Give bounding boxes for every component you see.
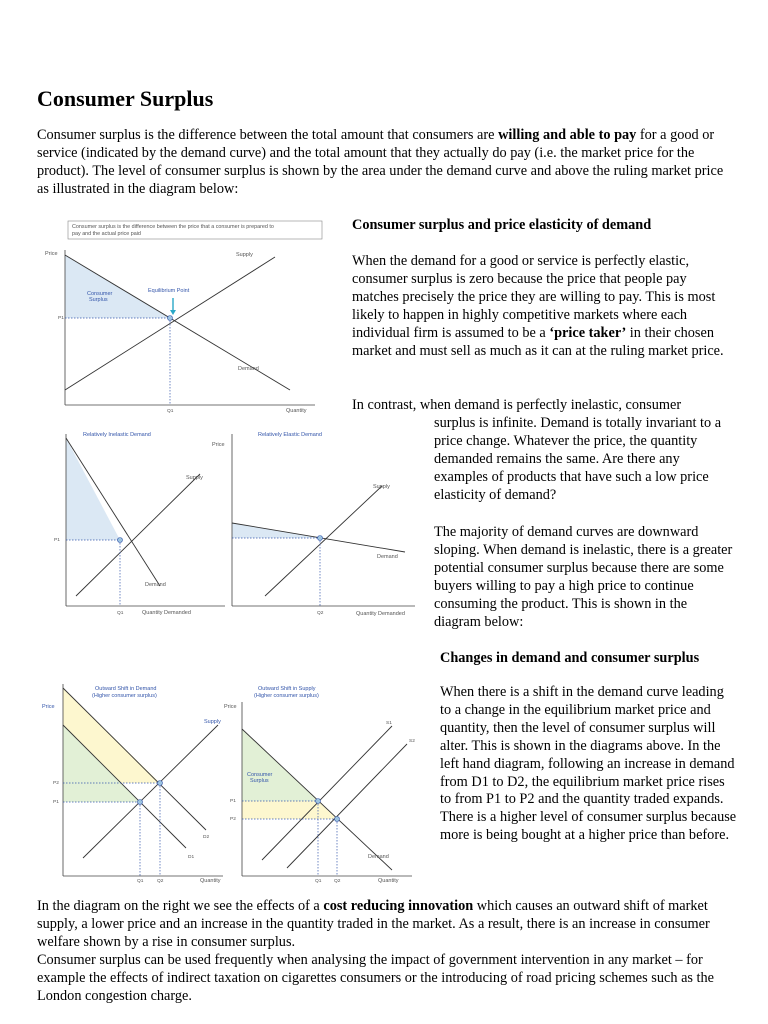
caption-line1: Consumer surplus is the difference between the price that a consumer is prepared to <box>72 224 274 230</box>
consumer-surplus-area <box>66 438 120 540</box>
d2-label: D2 <box>203 835 210 840</box>
equilibrium-point <box>168 316 173 321</box>
price-taker-term: ‘price taker’ <box>549 324 627 341</box>
p1-label: P1 <box>54 538 60 543</box>
intro-emphasis: willing and able to pay <box>498 127 637 143</box>
caption-line2: pay and the actual price paid <box>72 231 141 237</box>
equilibrium-arrow-head <box>170 310 176 315</box>
inelastic-demand-diagram <box>50 426 230 621</box>
page-title: Consumer Surplus <box>37 86 214 111</box>
section1-paragraph1 <box>352 253 734 360</box>
p1-label: P1 <box>53 800 59 805</box>
q1-label: Q1 <box>167 409 174 414</box>
s1-label: S1 <box>386 721 392 726</box>
consumer-surplus-diagram <box>40 215 340 415</box>
demand-shift-diagram <box>38 680 228 885</box>
price-axis-label: Price <box>224 704 237 710</box>
bottom-p1-text-end: which causes an outward shift of market supply, a lower price and an increase in the quantity traded in the market. As a result, there is an increase in consumer welfare shown by a rise in consumer surplus. <box>37 898 710 950</box>
section1-p1-text-end: in their chosen market and must sell as much as it can at the ruling market price. <box>352 324 724 359</box>
supply-label: Supply <box>236 252 253 258</box>
q1-label: Q1 <box>117 611 124 616</box>
diagram-title-line1: Outward Shift in Demand <box>95 686 157 692</box>
equilibrium-point-s1 <box>316 799 321 804</box>
price-axis-label: Price <box>212 442 225 448</box>
q1-label: Q1 <box>137 879 144 884</box>
consumer-surplus-label-line1: Consumer <box>247 772 273 778</box>
supply-curve <box>265 486 382 596</box>
section1-heading: Consumer surplus and price elasticity of demand <box>352 217 652 233</box>
equilibrium-point-label: Equilibrium Point <box>148 288 190 294</box>
demand-label: Demand <box>238 366 259 372</box>
quantity-demanded-label: Quantity Demanded <box>356 611 405 617</box>
supply-label: Supply <box>186 475 203 481</box>
diagram-title-line2: (Higher consumer surplus) <box>254 693 319 699</box>
equilibrium-point-d1 <box>138 800 143 805</box>
section1-paragraph2: surplus is infinite. Demand is totally invariant to a price change. Whatever the price, the quantity demanded remains the same. Are there any examples of products that have such a low price elasticity of demand? <box>434 415 722 503</box>
demand-label: Demand <box>368 854 389 860</box>
demand-label: Demand <box>145 582 166 588</box>
quantity-axis-label: Quantity <box>286 408 307 414</box>
bottom-paragraph1 <box>37 898 737 952</box>
section2-heading: Changes in demand and consumer surplus <box>440 650 700 666</box>
bottom-p1-text: In the diagram on the right we see the effects of a <box>37 898 324 914</box>
quantity-demanded-label: Quantity Demanded <box>142 610 191 616</box>
s2-label: S2 <box>409 739 415 744</box>
d1-label: D1 <box>188 855 195 860</box>
section1-p1-text: When the demand for a good or service is perfectly elastic, consumer surplus is zero because the price that people pay matches precisely the price they are willing to pay. This is most likely to happen in highly competitive markets where each individual firm is assumed to be a <box>352 253 716 341</box>
diagram-title-line1: Outward Shift in Supply <box>258 686 316 692</box>
q2-label: Q2 <box>334 879 341 884</box>
equilibrium-point <box>318 536 323 541</box>
price-axis-label: Price <box>45 251 58 257</box>
demand-label: Demand <box>377 554 398 560</box>
supply-shift-diagram <box>222 680 422 885</box>
consumer-surplus-label-line2: Surplus <box>250 778 269 784</box>
p1-label: P1 <box>58 316 64 321</box>
quantity-axis-label: Quantity <box>378 878 399 884</box>
section1-paragraph2-first-line: In contrast, when demand is perfectly inelastic, consumer <box>352 397 682 413</box>
consumer-surplus-label-line1: Consumer <box>87 291 113 297</box>
equilibrium-point <box>118 538 123 543</box>
section2-paragraph: When there is a shift in the demand curve leading to a change in the equilibrium market price and quantity, then the level of consumer surplus will alter. This is shown in the diagrams above. In the left hand diagram, following an increase in demand from D1 to D2, the equilibrium market price rises to from P1 to P2 and the quantity traded expands. There is a higher level of consumer surplus because more is being bought at a higher price than before. <box>440 684 737 844</box>
p2-label: P2 <box>230 817 236 822</box>
supply-label: Supply <box>373 484 390 490</box>
q2-label: Q2 <box>317 611 324 616</box>
price-axis-label: Price <box>42 704 55 710</box>
supply-label: Supply <box>204 719 221 725</box>
diagram-title: Relatively Inelastic Demand <box>83 432 151 438</box>
diagram-title: Relatively Elastic Demand <box>258 432 322 438</box>
p1-label: P1 <box>230 799 236 804</box>
bottom-paragraph2: Consumer surplus can be used frequently when analysing the impact of government intervention in any market – for example the effects of indirect taxation on cigarettes consumers or the introducing of road pricing schemes such as the London congestion charge. <box>37 952 715 1004</box>
section1-paragraph3: The majority of demand curves are downward sloping. When demand is inelastic, there is a greater potential consumer surplus because there are some buyers willing to pay a high price to continue consuming the product. This is shown in the diagram below: <box>434 524 733 630</box>
quantity-axis-label: Quantity <box>200 878 221 884</box>
q2-label: Q2 <box>157 879 164 884</box>
intro-text-start: Consumer surplus is the difference between the total amount that consumers are <box>37 127 499 143</box>
consumer-surplus-label-line2: Surplus <box>89 297 108 303</box>
cost-reducing-term: cost reducing innovation <box>323 898 474 914</box>
equilibrium-point-d2 <box>158 781 163 786</box>
intro-text-end: for a good or service (indicated by the demand curve) and the total amount that they actually do pay (i.e. the market price for the product). The level of consumer surplus is shown by the area under the demand curve and above the ruling market price as illustrated in the diagram below: <box>37 127 724 197</box>
intro-paragraph <box>37 127 737 199</box>
elastic-demand-diagram <box>210 426 425 621</box>
p2-label: P2 <box>53 781 59 786</box>
q1-label: Q1 <box>315 879 322 884</box>
diagram-title-line2: (Higher consumer surplus) <box>92 693 157 699</box>
equilibrium-point-s2 <box>335 817 340 822</box>
